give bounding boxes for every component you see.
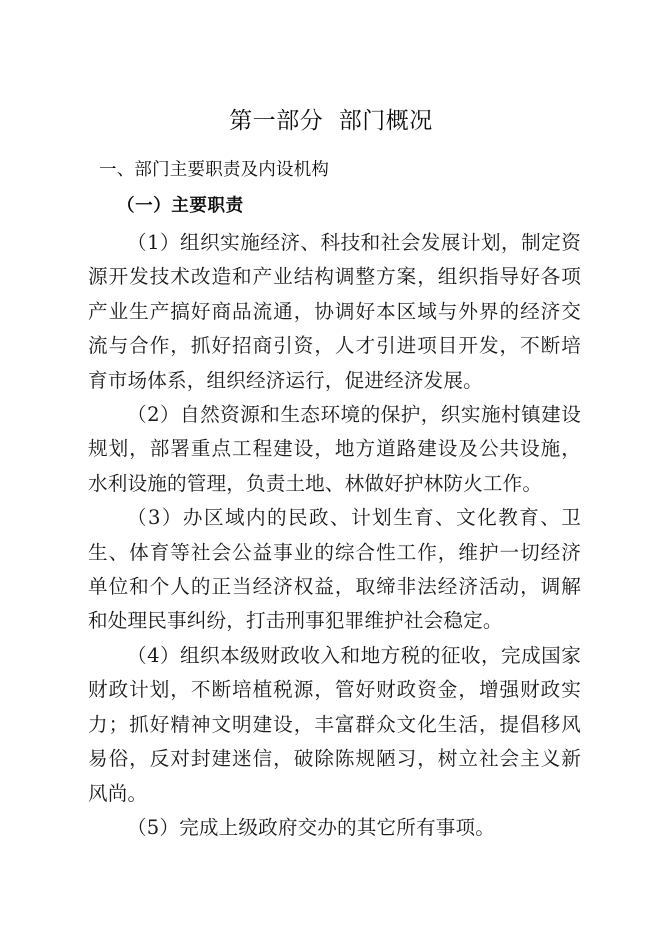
- paragraph-item: （1）组织实施经济、科技和社会发展计划，制定资源开发技术改造和产业结构调整方案，组织指导好各项产业生产搞好商品流通，协调好本区域与外界的经济交流与合作，抓好招商引资，人才引进项目开发，不断培育市场体系，组织经济运行，促进经济发展。: [88, 231, 581, 392]
- paragraph-item: （4）组织本级财政收入和地方税的征收，完成国家财政计划，不断培植税源，管好财政资金，增强财政实力；抓好精神文明建设，丰富群众文化生活，提倡移风易俗，反对封建迷信，破除陈规陋习，树立社会主义新风尚。: [88, 643, 581, 805]
- paragraph-item: （3）办区域内的民政、计划生育、文化教育、卫生、体育等社会公益事业的综合性工作，维护一切经济单位和个人的正当经济权益，取缔非法经济活动，调解和处理民事纠纷，打击刑事犯罪维护社会稳定。: [88, 506, 581, 633]
- body-text-block: [88, 226, 581, 845]
- paragraph-item: （2）自然资源和生态环境的保护，织实施村镇建设规划，部署重点工程建设，地方道路建设及公共设施，水利设施的管理，负责土地、林做好护林防火工作。: [88, 403, 581, 495]
- paragraph-item: （5）完成上级政府交办的其它所有事项。: [127, 815, 496, 839]
- page-title: 第一部分 部门概况: [229, 108, 433, 134]
- section-heading-duties-and-structure: 一、部门主要职责及内设机构: [99, 160, 330, 180]
- sub-heading-main-duties: （一）主要职责: [117, 196, 244, 216]
